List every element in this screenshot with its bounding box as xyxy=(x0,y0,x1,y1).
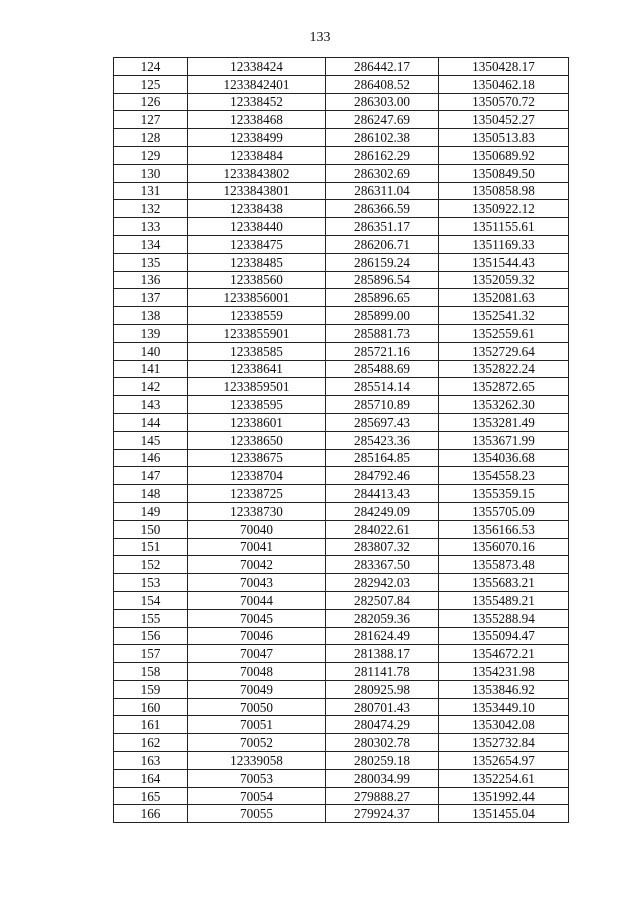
y-coordinate-cell: 1354558.23 xyxy=(439,467,569,485)
y-coordinate-cell: 1355873.48 xyxy=(439,556,569,574)
row-number-cell: 143 xyxy=(114,396,188,414)
table-row xyxy=(114,218,569,236)
x-coordinate-cell: 283367.50 xyxy=(326,556,439,574)
point-id-cell: 70044 xyxy=(188,591,326,609)
x-coordinate-cell: 279924.37 xyxy=(326,805,439,823)
table-row xyxy=(114,253,569,271)
row-number-cell: 131 xyxy=(114,182,188,200)
table-row xyxy=(114,289,569,307)
row-number-cell: 125 xyxy=(114,75,188,93)
point-id-cell: 12338675 xyxy=(188,449,326,467)
row-number-cell: 132 xyxy=(114,200,188,218)
row-number-cell: 148 xyxy=(114,485,188,503)
table-row xyxy=(114,396,569,414)
row-number-cell: 138 xyxy=(114,307,188,325)
point-id-cell: 70050 xyxy=(188,698,326,716)
point-id-cell: 70053 xyxy=(188,769,326,787)
y-coordinate-cell: 1354231.98 xyxy=(439,663,569,681)
x-coordinate-cell: 284792.46 xyxy=(326,467,439,485)
table-row xyxy=(114,574,569,592)
table-row xyxy=(114,164,569,182)
x-coordinate-cell: 280701.43 xyxy=(326,698,439,716)
table-row xyxy=(114,200,569,218)
row-number-cell: 147 xyxy=(114,467,188,485)
point-id-cell: 12338725 xyxy=(188,485,326,503)
row-number-cell: 154 xyxy=(114,591,188,609)
coordinates-table xyxy=(113,57,569,823)
point-id-cell: 70043 xyxy=(188,574,326,592)
table-row xyxy=(114,787,569,805)
y-coordinate-cell: 1351544.43 xyxy=(439,253,569,271)
table-row xyxy=(114,556,569,574)
row-number-cell: 151 xyxy=(114,538,188,556)
y-coordinate-cell: 1351155.61 xyxy=(439,218,569,236)
row-number-cell: 164 xyxy=(114,769,188,787)
x-coordinate-cell: 286206.71 xyxy=(326,235,439,253)
x-coordinate-cell: 285488.69 xyxy=(326,360,439,378)
row-number-cell: 127 xyxy=(114,111,188,129)
y-coordinate-cell: 1355705.09 xyxy=(439,502,569,520)
x-coordinate-cell: 280925.98 xyxy=(326,680,439,698)
x-coordinate-cell: 285710.89 xyxy=(326,396,439,414)
table-row xyxy=(114,75,569,93)
point-id-cell: 12338452 xyxy=(188,93,326,111)
row-number-cell: 129 xyxy=(114,146,188,164)
table-row xyxy=(114,627,569,645)
table-row xyxy=(114,591,569,609)
row-number-cell: 157 xyxy=(114,645,188,663)
row-number-cell: 165 xyxy=(114,787,188,805)
y-coordinate-cell: 1352654.97 xyxy=(439,752,569,770)
point-id-cell: 70045 xyxy=(188,609,326,627)
row-number-cell: 124 xyxy=(114,58,188,76)
point-id-cell: 70042 xyxy=(188,556,326,574)
table-row xyxy=(114,431,569,449)
table-row xyxy=(114,663,569,681)
table-row xyxy=(114,734,569,752)
y-coordinate-cell: 1353042.08 xyxy=(439,716,569,734)
y-coordinate-cell: 1355288.94 xyxy=(439,609,569,627)
x-coordinate-cell: 283807.32 xyxy=(326,538,439,556)
point-id-cell: 1233842401 xyxy=(188,75,326,93)
row-number-cell: 139 xyxy=(114,324,188,342)
y-coordinate-cell: 1356070.16 xyxy=(439,538,569,556)
table-row xyxy=(114,538,569,556)
table-row xyxy=(114,146,569,164)
row-number-cell: 163 xyxy=(114,752,188,770)
y-coordinate-cell: 1352559.61 xyxy=(439,324,569,342)
row-number-cell: 152 xyxy=(114,556,188,574)
table-row xyxy=(114,467,569,485)
x-coordinate-cell: 286366.59 xyxy=(326,200,439,218)
row-number-cell: 150 xyxy=(114,520,188,538)
table-row xyxy=(114,680,569,698)
point-id-cell: 70054 xyxy=(188,787,326,805)
table-row xyxy=(114,805,569,823)
y-coordinate-cell: 1356166.53 xyxy=(439,520,569,538)
y-coordinate-cell: 1352254.61 xyxy=(439,769,569,787)
x-coordinate-cell: 285721.16 xyxy=(326,342,439,360)
row-number-cell: 130 xyxy=(114,164,188,182)
row-number-cell: 144 xyxy=(114,413,188,431)
table-row xyxy=(114,716,569,734)
x-coordinate-cell: 281624.49 xyxy=(326,627,439,645)
y-coordinate-cell: 1350849.50 xyxy=(439,164,569,182)
table-row xyxy=(114,378,569,396)
x-coordinate-cell: 280302.78 xyxy=(326,734,439,752)
x-coordinate-cell: 286311.04 xyxy=(326,182,439,200)
point-id-cell: 1233843801 xyxy=(188,182,326,200)
y-coordinate-cell: 1350858.98 xyxy=(439,182,569,200)
y-coordinate-cell: 1352822.24 xyxy=(439,360,569,378)
row-number-cell: 162 xyxy=(114,734,188,752)
point-id-cell: 12338601 xyxy=(188,413,326,431)
x-coordinate-cell: 282942.03 xyxy=(326,574,439,592)
point-id-cell: 12338424 xyxy=(188,58,326,76)
y-coordinate-cell: 1350452.27 xyxy=(439,111,569,129)
x-coordinate-cell: 280034.99 xyxy=(326,769,439,787)
row-number-cell: 145 xyxy=(114,431,188,449)
x-coordinate-cell: 286102.38 xyxy=(326,129,439,147)
point-id-cell: 1233843802 xyxy=(188,164,326,182)
table-row xyxy=(114,111,569,129)
y-coordinate-cell: 1350462.18 xyxy=(439,75,569,93)
point-id-cell: 70041 xyxy=(188,538,326,556)
point-id-cell: 12339058 xyxy=(188,752,326,770)
table-row xyxy=(114,271,569,289)
point-id-cell: 12338704 xyxy=(188,467,326,485)
row-number-cell: 166 xyxy=(114,805,188,823)
table-row xyxy=(114,645,569,663)
y-coordinate-cell: 1355683.21 xyxy=(439,574,569,592)
row-number-cell: 159 xyxy=(114,680,188,698)
table-row xyxy=(114,324,569,342)
x-coordinate-cell: 285881.73 xyxy=(326,324,439,342)
point-id-cell: 70048 xyxy=(188,663,326,681)
row-number-cell: 136 xyxy=(114,271,188,289)
y-coordinate-cell: 1352872.65 xyxy=(439,378,569,396)
point-id-cell: 1233859501 xyxy=(188,378,326,396)
x-coordinate-cell: 282507.84 xyxy=(326,591,439,609)
point-id-cell: 1233855901 xyxy=(188,324,326,342)
y-coordinate-cell: 1350513.83 xyxy=(439,129,569,147)
y-coordinate-cell: 1353281.49 xyxy=(439,413,569,431)
x-coordinate-cell: 285697.43 xyxy=(326,413,439,431)
table-row xyxy=(114,129,569,147)
y-coordinate-cell: 1355094.47 xyxy=(439,627,569,645)
x-coordinate-cell: 286442.17 xyxy=(326,58,439,76)
point-id-cell: 12338560 xyxy=(188,271,326,289)
table-row xyxy=(114,58,569,76)
y-coordinate-cell: 1350922.12 xyxy=(439,200,569,218)
table-row xyxy=(114,769,569,787)
table-row xyxy=(114,609,569,627)
point-id-cell: 1233856001 xyxy=(188,289,326,307)
x-coordinate-cell: 280474.29 xyxy=(326,716,439,734)
x-coordinate-cell: 286303.00 xyxy=(326,93,439,111)
point-id-cell: 12338585 xyxy=(188,342,326,360)
y-coordinate-cell: 1350428.17 xyxy=(439,58,569,76)
row-number-cell: 158 xyxy=(114,663,188,681)
y-coordinate-cell: 1352732.84 xyxy=(439,734,569,752)
row-number-cell: 149 xyxy=(114,502,188,520)
table-row xyxy=(114,235,569,253)
table-row xyxy=(114,698,569,716)
row-number-cell: 141 xyxy=(114,360,188,378)
table-row xyxy=(114,520,569,538)
row-number-cell: 156 xyxy=(114,627,188,645)
x-coordinate-cell: 286159.24 xyxy=(326,253,439,271)
point-id-cell: 12338499 xyxy=(188,129,326,147)
row-number-cell: 155 xyxy=(114,609,188,627)
row-number-cell: 133 xyxy=(114,218,188,236)
y-coordinate-cell: 1353671.99 xyxy=(439,431,569,449)
row-number-cell: 140 xyxy=(114,342,188,360)
x-coordinate-cell: 286162.29 xyxy=(326,146,439,164)
table-row xyxy=(114,485,569,503)
x-coordinate-cell: 280259.18 xyxy=(326,752,439,770)
row-number-cell: 126 xyxy=(114,93,188,111)
point-id-cell: 70051 xyxy=(188,716,326,734)
x-coordinate-cell: 279888.27 xyxy=(326,787,439,805)
table-row xyxy=(114,307,569,325)
page-number: 133 xyxy=(309,30,331,45)
y-coordinate-cell: 1355489.21 xyxy=(439,591,569,609)
y-coordinate-cell: 1351455.04 xyxy=(439,805,569,823)
x-coordinate-cell: 285164.85 xyxy=(326,449,439,467)
point-id-cell: 12338475 xyxy=(188,235,326,253)
row-number-cell: 153 xyxy=(114,574,188,592)
x-coordinate-cell: 281388.17 xyxy=(326,645,439,663)
point-id-cell: 70055 xyxy=(188,805,326,823)
x-coordinate-cell: 285423.36 xyxy=(326,431,439,449)
x-coordinate-cell: 286247.69 xyxy=(326,111,439,129)
row-number-cell: 142 xyxy=(114,378,188,396)
y-coordinate-cell: 1355359.15 xyxy=(439,485,569,503)
point-id-cell: 12338650 xyxy=(188,431,326,449)
y-coordinate-cell: 1350689.92 xyxy=(439,146,569,164)
x-coordinate-cell: 285514.14 xyxy=(326,378,439,396)
table-row xyxy=(114,360,569,378)
point-id-cell: 70049 xyxy=(188,680,326,698)
point-id-cell: 12338468 xyxy=(188,111,326,129)
x-coordinate-cell: 284249.09 xyxy=(326,502,439,520)
x-coordinate-cell: 285896.65 xyxy=(326,289,439,307)
table-row xyxy=(114,342,569,360)
y-coordinate-cell: 1353449.10 xyxy=(439,698,569,716)
x-coordinate-cell: 285896.54 xyxy=(326,271,439,289)
x-coordinate-cell: 285899.00 xyxy=(326,307,439,325)
y-coordinate-cell: 1352081.63 xyxy=(439,289,569,307)
point-id-cell: 70046 xyxy=(188,627,326,645)
y-coordinate-cell: 1353262.30 xyxy=(439,396,569,414)
point-id-cell: 12338559 xyxy=(188,307,326,325)
x-coordinate-cell: 286302.69 xyxy=(326,164,439,182)
point-id-cell: 12338440 xyxy=(188,218,326,236)
table-row xyxy=(114,502,569,520)
x-coordinate-cell: 284022.61 xyxy=(326,520,439,538)
y-coordinate-cell: 1350570.72 xyxy=(439,93,569,111)
point-id-cell: 12338595 xyxy=(188,396,326,414)
point-id-cell: 70047 xyxy=(188,645,326,663)
row-number-cell: 135 xyxy=(114,253,188,271)
x-coordinate-cell: 286408.52 xyxy=(326,75,439,93)
row-number-cell: 161 xyxy=(114,716,188,734)
table-row xyxy=(114,93,569,111)
row-number-cell: 160 xyxy=(114,698,188,716)
x-coordinate-cell: 282059.36 xyxy=(326,609,439,627)
y-coordinate-cell: 1353846.92 xyxy=(439,680,569,698)
point-id-cell: 12338641 xyxy=(188,360,326,378)
table-row xyxy=(114,449,569,467)
y-coordinate-cell: 1352541.32 xyxy=(439,307,569,325)
point-id-cell: 70052 xyxy=(188,734,326,752)
point-id-cell: 12338484 xyxy=(188,146,326,164)
row-number-cell: 128 xyxy=(114,129,188,147)
point-id-cell: 12338485 xyxy=(188,253,326,271)
y-coordinate-cell: 1352059.32 xyxy=(439,271,569,289)
table-row xyxy=(114,182,569,200)
y-coordinate-cell: 1354672.21 xyxy=(439,645,569,663)
point-id-cell: 12338730 xyxy=(188,502,326,520)
x-coordinate-cell: 286351.17 xyxy=(326,218,439,236)
x-coordinate-cell: 284413.43 xyxy=(326,485,439,503)
row-number-cell: 146 xyxy=(114,449,188,467)
point-id-cell: 12338438 xyxy=(188,200,326,218)
y-coordinate-cell: 1351992.44 xyxy=(439,787,569,805)
x-coordinate-cell: 281141.78 xyxy=(326,663,439,681)
table-row xyxy=(114,413,569,431)
y-coordinate-cell: 1351169.33 xyxy=(439,235,569,253)
point-id-cell: 70040 xyxy=(188,520,326,538)
y-coordinate-cell: 1352729.64 xyxy=(439,342,569,360)
table-row xyxy=(114,752,569,770)
row-number-cell: 134 xyxy=(114,235,188,253)
row-number-cell: 137 xyxy=(114,289,188,307)
y-coordinate-cell: 1354036.68 xyxy=(439,449,569,467)
